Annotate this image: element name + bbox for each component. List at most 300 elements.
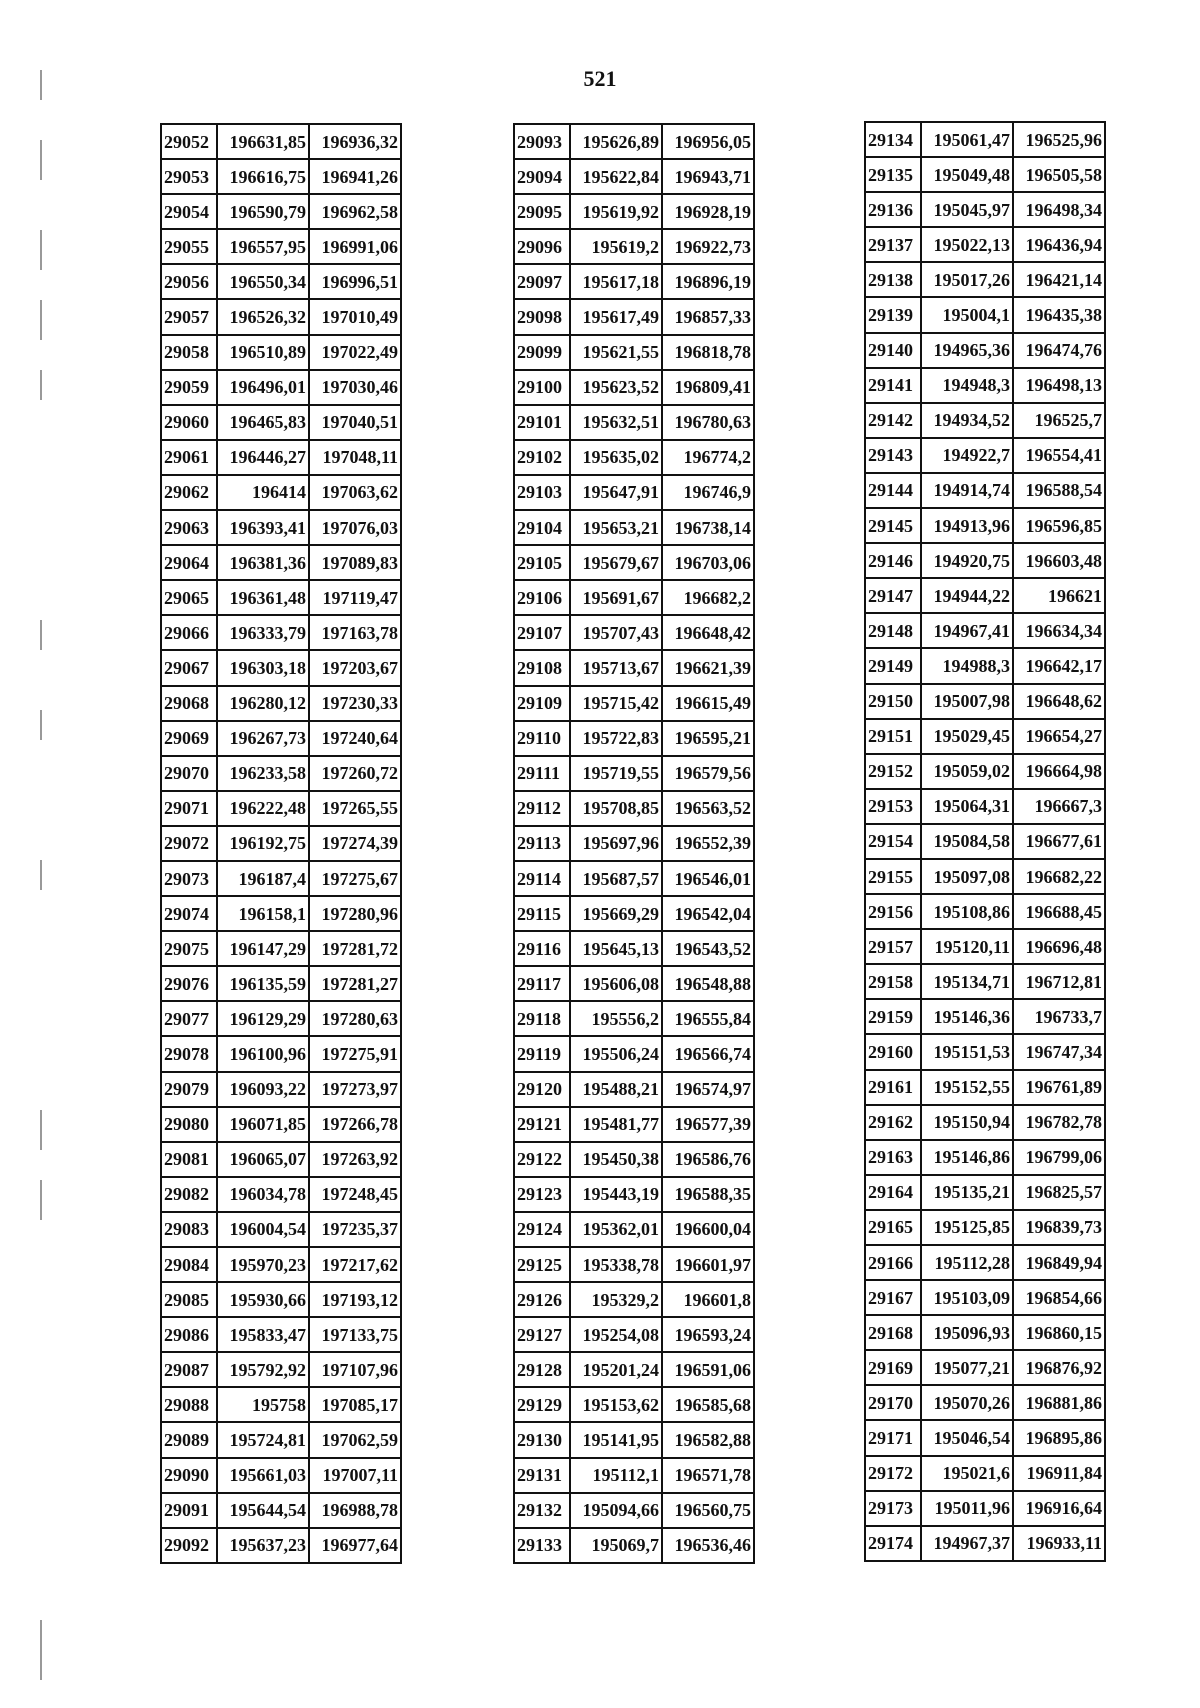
- point-number-cell: 29054: [161, 194, 217, 229]
- y-coordinate-cell: 196860,15: [1013, 1315, 1105, 1350]
- y-coordinate-cell: 197163,78: [309, 615, 401, 650]
- y-coordinate-cell: 196555,84: [662, 1001, 754, 1036]
- table-row: [865, 227, 1105, 262]
- point-number-cell: 29113: [514, 826, 570, 861]
- point-number-cell: 29086: [161, 1317, 217, 1352]
- x-coordinate-cell: 195661,03: [217, 1458, 309, 1493]
- y-coordinate-cell: 197248,45: [309, 1177, 401, 1212]
- point-number-cell: 29132: [514, 1493, 570, 1528]
- scan-margin-mark: [40, 1620, 42, 1680]
- point-number-cell: 29104: [514, 510, 570, 545]
- y-coordinate-cell: 196936,32: [309, 124, 401, 159]
- coordinates-table-2: [513, 123, 755, 1564]
- y-coordinate-cell: 196566,74: [662, 1036, 754, 1071]
- y-coordinate-cell: 197281,72: [309, 931, 401, 966]
- x-coordinate-cell: 195103,09: [921, 1280, 1013, 1315]
- x-coordinate-cell: 195146,36: [921, 999, 1013, 1034]
- point-number-cell: 29080: [161, 1107, 217, 1142]
- point-number-cell: 29091: [161, 1493, 217, 1528]
- x-coordinate-cell: 196071,85: [217, 1107, 309, 1142]
- scan-margin-mark: [40, 620, 42, 650]
- x-coordinate-cell: 195606,08: [570, 966, 662, 1001]
- point-number-cell: 29139: [865, 297, 921, 332]
- table-row: [514, 791, 754, 826]
- y-coordinate-cell: 197133,75: [309, 1317, 401, 1352]
- y-coordinate-cell: 197240,64: [309, 721, 401, 756]
- table-row: [514, 1282, 754, 1317]
- x-coordinate-cell: 194948,3: [921, 368, 1013, 403]
- y-coordinate-cell: 196542,04: [662, 896, 754, 931]
- table-row: [865, 1210, 1105, 1245]
- table-row: [514, 931, 754, 966]
- x-coordinate-cell: 195488,21: [570, 1072, 662, 1107]
- y-coordinate-cell: 197007,11: [309, 1458, 401, 1493]
- x-coordinate-cell: 195647,91: [570, 475, 662, 510]
- point-number-cell: 29067: [161, 650, 217, 685]
- y-coordinate-cell: 196896,19: [662, 264, 754, 299]
- table-row: [514, 229, 754, 264]
- point-number-cell: 29173: [865, 1491, 921, 1526]
- table-row: [514, 756, 754, 791]
- x-coordinate-cell: 195150,94: [921, 1105, 1013, 1140]
- x-coordinate-cell: 195707,43: [570, 615, 662, 650]
- x-coordinate-cell: 196129,29: [217, 1001, 309, 1036]
- point-number-cell: 29156: [865, 894, 921, 929]
- y-coordinate-cell: 197217,62: [309, 1247, 401, 1282]
- table-row: [865, 1034, 1105, 1069]
- x-coordinate-cell: 195645,13: [570, 931, 662, 966]
- table-row: [865, 1175, 1105, 1210]
- x-coordinate-cell: 195691,67: [570, 580, 662, 615]
- y-coordinate-cell: 196634,34: [1013, 613, 1105, 648]
- point-number-cell: 29109: [514, 686, 570, 721]
- y-coordinate-cell: 196682,2: [662, 580, 754, 615]
- scan-margin-mark: [40, 1110, 42, 1150]
- x-coordinate-cell: 195362,01: [570, 1212, 662, 1247]
- point-number-cell: 29072: [161, 826, 217, 861]
- y-coordinate-cell: 196601,8: [662, 1282, 754, 1317]
- table-row: [161, 1493, 401, 1528]
- y-coordinate-cell: 197275,67: [309, 861, 401, 896]
- y-coordinate-cell: 196667,3: [1013, 789, 1105, 824]
- coordinates-table-3: [864, 121, 1106, 1562]
- point-number-cell: 29058: [161, 335, 217, 370]
- scan-margin-mark: [40, 70, 42, 100]
- point-number-cell: 29100: [514, 370, 570, 405]
- x-coordinate-cell: 196393,41: [217, 510, 309, 545]
- table-row: [514, 1142, 754, 1177]
- x-coordinate-cell: 195011,96: [921, 1491, 1013, 1526]
- table-row: [161, 791, 401, 826]
- y-coordinate-cell: 197076,03: [309, 510, 401, 545]
- x-coordinate-cell: 195022,13: [921, 227, 1013, 262]
- table-row: [161, 1142, 401, 1177]
- table-row: [865, 719, 1105, 754]
- point-number-cell: 29077: [161, 1001, 217, 1036]
- point-number-cell: 29111: [514, 756, 570, 791]
- table-row: [161, 1036, 401, 1071]
- x-coordinate-cell: 196333,79: [217, 615, 309, 650]
- y-coordinate-cell: 196648,42: [662, 615, 754, 650]
- point-number-cell: 29123: [514, 1177, 570, 1212]
- y-coordinate-cell: 197281,27: [309, 966, 401, 1001]
- point-number-cell: 29138: [865, 262, 921, 297]
- x-coordinate-cell: 195719,55: [570, 756, 662, 791]
- y-coordinate-cell: 196895,86: [1013, 1420, 1105, 1455]
- point-number-cell: 29130: [514, 1422, 570, 1457]
- table-row: [161, 1458, 401, 1493]
- point-number-cell: 29163: [865, 1140, 921, 1175]
- y-coordinate-cell: 196761,89: [1013, 1070, 1105, 1105]
- table-row: [865, 578, 1105, 613]
- point-number-cell: 29149: [865, 648, 921, 683]
- table-row: [161, 1387, 401, 1422]
- x-coordinate-cell: 195708,85: [570, 791, 662, 826]
- point-number-cell: 29063: [161, 510, 217, 545]
- table-row: [865, 999, 1105, 1034]
- table-row: [865, 1420, 1105, 1455]
- point-number-cell: 29146: [865, 543, 921, 578]
- x-coordinate-cell: 196557,95: [217, 229, 309, 264]
- y-coordinate-cell: 197265,55: [309, 791, 401, 826]
- table-row: [161, 1177, 401, 1212]
- x-coordinate-cell: 196233,58: [217, 756, 309, 791]
- table-row: [514, 686, 754, 721]
- point-number-cell: 29087: [161, 1352, 217, 1387]
- point-number-cell: 29092: [161, 1528, 217, 1563]
- point-number-cell: 29133: [514, 1528, 570, 1563]
- table-row: [161, 1107, 401, 1142]
- table-row: [161, 615, 401, 650]
- x-coordinate-cell: 195653,21: [570, 510, 662, 545]
- point-number-cell: 29099: [514, 335, 570, 370]
- x-coordinate-cell: 195679,67: [570, 545, 662, 580]
- table-row: [514, 721, 754, 756]
- table-row: [161, 1528, 401, 1563]
- x-coordinate-cell: 195443,19: [570, 1177, 662, 1212]
- table-row: [865, 438, 1105, 473]
- x-coordinate-cell: 195077,21: [921, 1350, 1013, 1385]
- table-row: [161, 475, 401, 510]
- y-coordinate-cell: 196582,88: [662, 1422, 754, 1457]
- y-coordinate-cell: 197266,78: [309, 1107, 401, 1142]
- y-coordinate-cell: 196505,58: [1013, 157, 1105, 192]
- x-coordinate-cell: 195621,55: [570, 335, 662, 370]
- y-coordinate-cell: 196585,68: [662, 1387, 754, 1422]
- table-row: [161, 1072, 401, 1107]
- table-row: [161, 370, 401, 405]
- y-coordinate-cell: 196703,06: [662, 545, 754, 580]
- y-coordinate-cell: 197263,92: [309, 1142, 401, 1177]
- point-number-cell: 29089: [161, 1422, 217, 1457]
- y-coordinate-cell: 196977,64: [309, 1528, 401, 1563]
- point-number-cell: 29065: [161, 580, 217, 615]
- point-number-cell: 29053: [161, 159, 217, 194]
- point-number-cell: 29151: [865, 719, 921, 754]
- x-coordinate-cell: 195135,21: [921, 1175, 1013, 1210]
- point-number-cell: 29147: [865, 578, 921, 613]
- table-row: [161, 1422, 401, 1457]
- x-coordinate-cell: 196187,4: [217, 861, 309, 896]
- x-coordinate-cell: 194913,96: [921, 508, 1013, 543]
- coordinates-table-1: [160, 123, 402, 1564]
- y-coordinate-cell: 196688,45: [1013, 894, 1105, 929]
- point-number-cell: 29154: [865, 824, 921, 859]
- scan-margin-mark: [40, 710, 42, 740]
- x-coordinate-cell: 196361,48: [217, 580, 309, 615]
- y-coordinate-cell: 196421,14: [1013, 262, 1105, 297]
- y-coordinate-cell: 196548,88: [662, 966, 754, 1001]
- point-number-cell: 29155: [865, 859, 921, 894]
- x-coordinate-cell: 196590,79: [217, 194, 309, 229]
- point-number-cell: 29168: [865, 1315, 921, 1350]
- table-row: [865, 789, 1105, 824]
- x-coordinate-cell: 195049,48: [921, 157, 1013, 192]
- table-row: [161, 756, 401, 791]
- table-row: [161, 440, 401, 475]
- point-number-cell: 29076: [161, 966, 217, 1001]
- x-coordinate-cell: 196192,75: [217, 826, 309, 861]
- x-coordinate-cell: 195622,84: [570, 159, 662, 194]
- table-row: [865, 1350, 1105, 1385]
- x-coordinate-cell: 195635,02: [570, 440, 662, 475]
- x-coordinate-cell: 194965,36: [921, 333, 1013, 368]
- point-number-cell: 29145: [865, 508, 921, 543]
- x-coordinate-cell: 195045,97: [921, 192, 1013, 227]
- point-number-cell: 29140: [865, 333, 921, 368]
- y-coordinate-cell: 197274,39: [309, 826, 401, 861]
- point-number-cell: 29095: [514, 194, 570, 229]
- x-coordinate-cell: 196414: [217, 475, 309, 510]
- table-row: [161, 1282, 401, 1317]
- x-coordinate-cell: 195617,49: [570, 299, 662, 334]
- y-coordinate-cell: 197230,33: [309, 686, 401, 721]
- y-coordinate-cell: 196876,92: [1013, 1350, 1105, 1385]
- y-coordinate-cell: 196588,35: [662, 1177, 754, 1212]
- x-coordinate-cell: 194934,52: [921, 403, 1013, 438]
- point-number-cell: 29093: [514, 124, 570, 159]
- point-number-cell: 29171: [865, 1420, 921, 1455]
- x-coordinate-cell: 195004,1: [921, 297, 1013, 332]
- x-coordinate-cell: 195007,98: [921, 684, 1013, 719]
- table-row: [865, 613, 1105, 648]
- x-coordinate-cell: 195254,08: [570, 1317, 662, 1352]
- point-number-cell: 29169: [865, 1350, 921, 1385]
- y-coordinate-cell: 196782,78: [1013, 1105, 1105, 1140]
- x-coordinate-cell: 195687,57: [570, 861, 662, 896]
- y-coordinate-cell: 196746,9: [662, 475, 754, 510]
- y-coordinate-cell: 197089,83: [309, 545, 401, 580]
- point-number-cell: 29165: [865, 1210, 921, 1245]
- y-coordinate-cell: 196552,39: [662, 826, 754, 861]
- x-coordinate-cell: 196004,54: [217, 1212, 309, 1247]
- x-coordinate-cell: 195713,67: [570, 650, 662, 685]
- y-coordinate-cell: 197010,49: [309, 299, 401, 334]
- y-coordinate-cell: 197085,17: [309, 1387, 401, 1422]
- table-row: [865, 1491, 1105, 1526]
- table-row: [865, 859, 1105, 894]
- x-coordinate-cell: 195623,52: [570, 370, 662, 405]
- x-coordinate-cell: 195125,85: [921, 1210, 1013, 1245]
- y-coordinate-cell: 196941,26: [309, 159, 401, 194]
- y-coordinate-cell: 196574,97: [662, 1072, 754, 1107]
- y-coordinate-cell: 196588,54: [1013, 473, 1105, 508]
- y-coordinate-cell: 196593,24: [662, 1317, 754, 1352]
- point-number-cell: 29142: [865, 403, 921, 438]
- table-row: [865, 192, 1105, 227]
- x-coordinate-cell: 196158,1: [217, 896, 309, 931]
- table-row: [161, 686, 401, 721]
- x-coordinate-cell: 196381,36: [217, 545, 309, 580]
- table-row: [161, 861, 401, 896]
- point-number-cell: 29083: [161, 1212, 217, 1247]
- y-coordinate-cell: 196642,17: [1013, 648, 1105, 683]
- point-number-cell: 29069: [161, 721, 217, 756]
- y-coordinate-cell: 196733,7: [1013, 999, 1105, 1034]
- x-coordinate-cell: 195120,11: [921, 929, 1013, 964]
- point-number-cell: 29119: [514, 1036, 570, 1071]
- table-row: [514, 510, 754, 545]
- point-number-cell: 29167: [865, 1280, 921, 1315]
- y-coordinate-cell: 196435,38: [1013, 297, 1105, 332]
- x-coordinate-cell: 194914,74: [921, 473, 1013, 508]
- y-coordinate-cell: 197280,63: [309, 1001, 401, 1036]
- point-number-cell: 29172: [865, 1456, 921, 1491]
- y-coordinate-cell: 196857,33: [662, 299, 754, 334]
- y-coordinate-cell: 196933,11: [1013, 1526, 1105, 1561]
- point-number-cell: 29153: [865, 789, 921, 824]
- table-row: [514, 650, 754, 685]
- table-row: [865, 1245, 1105, 1280]
- y-coordinate-cell: 197063,62: [309, 475, 401, 510]
- x-coordinate-cell: 195094,66: [570, 1493, 662, 1528]
- table-row: [161, 510, 401, 545]
- y-coordinate-cell: 196911,84: [1013, 1456, 1105, 1491]
- y-coordinate-cell: 196586,76: [662, 1142, 754, 1177]
- y-coordinate-cell: 196577,39: [662, 1107, 754, 1142]
- point-number-cell: 29062: [161, 475, 217, 510]
- table-row: [161, 299, 401, 334]
- table-row: [514, 405, 754, 440]
- point-number-cell: 29081: [161, 1142, 217, 1177]
- x-coordinate-cell: 194988,3: [921, 648, 1013, 683]
- point-number-cell: 29117: [514, 966, 570, 1001]
- y-coordinate-cell: 196922,73: [662, 229, 754, 264]
- y-coordinate-cell: 196591,06: [662, 1352, 754, 1387]
- y-coordinate-cell: 196554,41: [1013, 438, 1105, 473]
- table-row: [865, 894, 1105, 929]
- point-number-cell: 29056: [161, 264, 217, 299]
- y-coordinate-cell: 197275,91: [309, 1036, 401, 1071]
- table-row: [514, 1001, 754, 1036]
- y-coordinate-cell: 196571,78: [662, 1458, 754, 1493]
- point-number-cell: 29097: [514, 264, 570, 299]
- y-coordinate-cell: 196543,52: [662, 931, 754, 966]
- point-number-cell: 29127: [514, 1317, 570, 1352]
- x-coordinate-cell: 195481,77: [570, 1107, 662, 1142]
- table-row: [161, 545, 401, 580]
- x-coordinate-cell: 196135,59: [217, 966, 309, 1001]
- x-coordinate-cell: 195134,71: [921, 964, 1013, 999]
- table-row: [161, 931, 401, 966]
- table-row: [865, 403, 1105, 438]
- point-number-cell: 29066: [161, 615, 217, 650]
- point-number-cell: 29101: [514, 405, 570, 440]
- point-number-cell: 29121: [514, 1107, 570, 1142]
- x-coordinate-cell: 196280,12: [217, 686, 309, 721]
- y-coordinate-cell: 196525,7: [1013, 403, 1105, 438]
- table-row: [865, 262, 1105, 297]
- table-row: [514, 1036, 754, 1071]
- table-row: [161, 405, 401, 440]
- point-number-cell: 29096: [514, 229, 570, 264]
- table-row: [161, 826, 401, 861]
- y-coordinate-cell: 196615,49: [662, 686, 754, 721]
- table-row: [514, 861, 754, 896]
- y-coordinate-cell: 196595,21: [662, 721, 754, 756]
- x-coordinate-cell: 195556,2: [570, 1001, 662, 1036]
- point-number-cell: 29144: [865, 473, 921, 508]
- point-number-cell: 29107: [514, 615, 570, 650]
- table-row: [514, 1317, 754, 1352]
- y-coordinate-cell: 196809,41: [662, 370, 754, 405]
- y-coordinate-cell: 196738,14: [662, 510, 754, 545]
- point-number-cell: 29135: [865, 157, 921, 192]
- x-coordinate-cell: 196065,07: [217, 1142, 309, 1177]
- x-coordinate-cell: 195151,53: [921, 1034, 1013, 1069]
- x-coordinate-cell: 196616,75: [217, 159, 309, 194]
- x-coordinate-cell: 195046,54: [921, 1420, 1013, 1455]
- table-row: [865, 1280, 1105, 1315]
- table-row: [161, 1247, 401, 1282]
- point-number-cell: 29068: [161, 686, 217, 721]
- x-coordinate-cell: 195096,93: [921, 1315, 1013, 1350]
- table-row: [161, 264, 401, 299]
- y-coordinate-cell: 196474,76: [1013, 333, 1105, 368]
- table-row: [161, 1317, 401, 1352]
- y-coordinate-cell: 197048,11: [309, 440, 401, 475]
- x-coordinate-cell: 195758: [217, 1387, 309, 1422]
- point-number-cell: 29136: [865, 192, 921, 227]
- point-number-cell: 29094: [514, 159, 570, 194]
- point-number-cell: 29052: [161, 124, 217, 159]
- y-coordinate-cell: 196664,98: [1013, 754, 1105, 789]
- table-row: [514, 370, 754, 405]
- table-row: [514, 335, 754, 370]
- y-coordinate-cell: 196498,13: [1013, 368, 1105, 403]
- x-coordinate-cell: 195069,7: [570, 1528, 662, 1563]
- x-coordinate-cell: 195112,1: [570, 1458, 662, 1493]
- point-number-cell: 29060: [161, 405, 217, 440]
- point-number-cell: 29059: [161, 370, 217, 405]
- y-coordinate-cell: 196943,71: [662, 159, 754, 194]
- x-coordinate-cell: 195153,62: [570, 1387, 662, 1422]
- scan-margin-mark: [40, 140, 42, 180]
- table-row: [514, 194, 754, 229]
- point-number-cell: 29082: [161, 1177, 217, 1212]
- table-row: [865, 1526, 1105, 1561]
- x-coordinate-cell: 195626,89: [570, 124, 662, 159]
- table-row: [865, 473, 1105, 508]
- point-number-cell: 29158: [865, 964, 921, 999]
- point-number-cell: 29124: [514, 1212, 570, 1247]
- point-number-cell: 29061: [161, 440, 217, 475]
- table-row: [514, 826, 754, 861]
- table-row: [161, 229, 401, 264]
- y-coordinate-cell: 196563,52: [662, 791, 754, 826]
- x-coordinate-cell: 196303,18: [217, 650, 309, 685]
- table-row: [865, 508, 1105, 543]
